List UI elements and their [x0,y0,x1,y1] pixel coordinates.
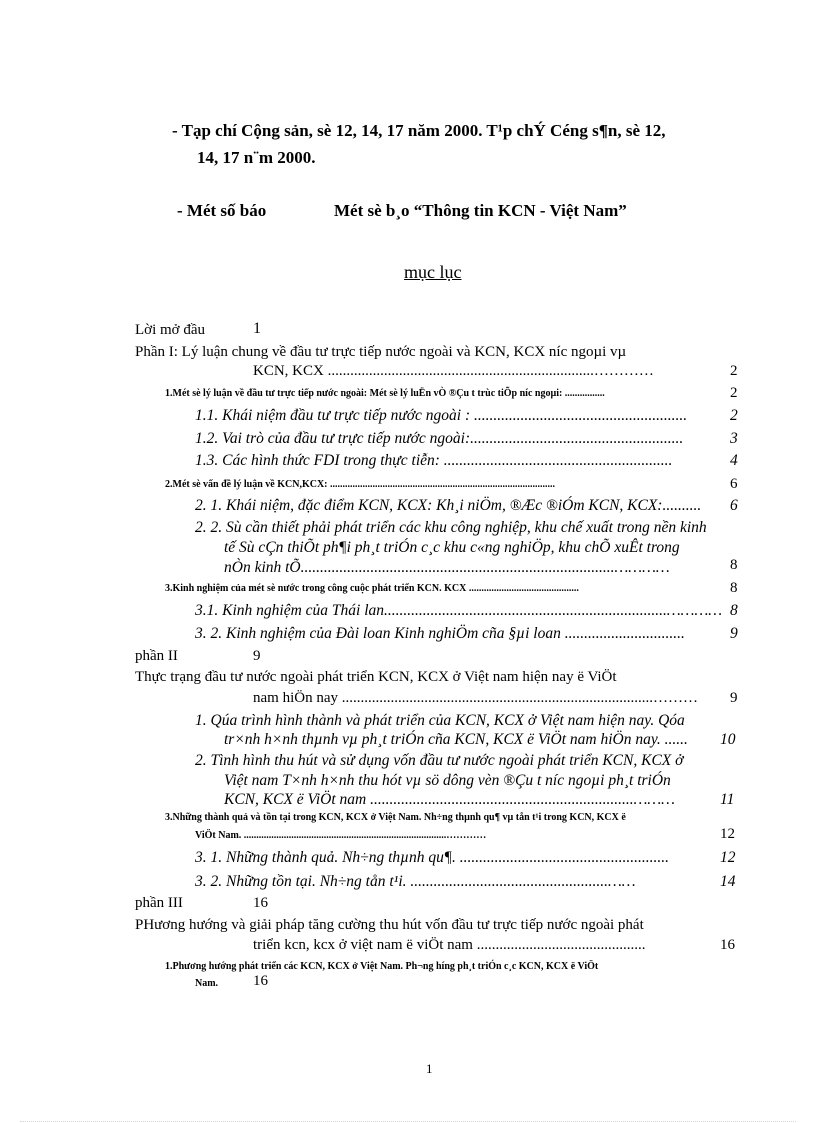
toc-part2-title-line-1: Thực trạng đầu tư nước ngoài phát triển KCN, KCX ở Việt nam hiện nay ë ViÖt [135,669,617,685]
toc-section-2-1: 2. 1. Khái niệm, đặc điểm KCN, KCX: Kh¸i niÖm, ®Æc ®iÓm KCN, KCX:.......... [195,497,702,514]
toc-p2-section-3-2-page: 14 [720,873,736,890]
toc-section-1-1-page: 2 [730,407,738,424]
toc-section-1-2: 1.2. Vai trò của đầu tư trực tiếp nước ngoài:....................................................... [195,430,684,447]
toc-p2-section-2-line-1: 2. Tình hình thu hút và sử dụng vốn đầu tư nước ngoài phát triển KCN, KCX ở [195,752,684,769]
toc-section-2-2-line-1: 2. 2. Sù cần thiết phải phát triển các khu công nghiệp, khu chế xuất trong nền kinh [195,519,707,536]
toc-part1-line-1: Phần I: Lý luận chung về đầu tư trực tiếp nước ngoài và KCN, KCX níc ngoµi vµ [135,344,627,360]
toc-part1-line-2: KCN, KCX .......................................................................………… [253,363,654,379]
page-number: 1 [426,1061,433,1076]
toc-section-3-2: 3. 2. Kinh nghiệm của Đài loan Kinh nghiÖm cña §µi loan ............................... [195,625,685,642]
toc-part3-title-page: 16 [720,937,735,953]
toc-p2-section-3-2: 3. 2. Những tồn tại. Nh÷ng tån t¹i. ...................................................…… [195,873,636,890]
toc-section-2-page: 6 [730,476,738,492]
toc-intro-label: Lời mở đầu [135,322,206,338]
reference-2-left: - Mét số báo [177,201,267,220]
toc-section-2-2-line-2: tế Sù cÇn thiÕt ph¶i ph¸t triÓn c¸c khu c«ng nghiÖp, khu chÕ xuÊt trong [224,539,680,556]
reference-1-line-2: 14, 17 n¨m 2000. [197,148,316,167]
toc-section-1: 1.Mét sè lý luận về đầu tư trực tiếp nước ngoài: Mét sè lý luËn vÒ ®Çu t trùc tiÕp níc ngoµi: ................ [165,388,605,399]
toc-section-3: 3.Kinh nghiệm của mét sè nước trong công cuộc phát triển KCN. KCX ............................................ [165,583,579,594]
toc-p2-section-3-line-1: 3.Những thành quả và tồn tại trong KCN, KCX ở Việt Nam. Nh÷ng thµnh qu¶ vµ tån t¹i trong KCN, KCX ë [165,812,626,823]
toc-p2-section-3-1: 3. 1. Những thành quả. Nh÷ng thµnh qu¶. ...................................................... [195,849,670,866]
toc-part1-page: 2 [730,363,738,379]
toc-p2-section-1-page: 10 [720,731,736,748]
toc-section-1-1: 1.1. Khái niệm đầu tư trực tiếp nước ngoài : ....................................................... [195,407,688,424]
page-bottom-border [20,1121,796,1122]
toc-section-3-2-page: 9 [730,625,738,642]
toc-part2-page: 9 [253,648,261,664]
toc-p3-section-1-line-2: Nam. [195,978,219,989]
toc-part2-title-page: 9 [730,690,738,706]
toc-p3-section-1-line-1: 1.Phương hướng phát triển các KCN, KCX ở Việt Nam. Ph¬ng híng ph¸t triÓn c¸c KCN, KCX ë ViÖt [165,961,599,972]
toc-part2-title-line-2: nam hiÖn nay ...................................................................................……… [253,690,698,706]
toc-section-3-1: 3.1. Kinh nghiệm của Thái lan.........................................................................………… [195,602,723,619]
reference-2-right: Mét sè b¸o “Thông tin KCN - Việt Nam” [334,201,627,220]
toc-section-1-3: 1.3. Các hình thức FDI trong thực tiễn: ........................................................... [195,452,673,469]
toc-p2-section-2-page: 11 [720,791,735,808]
toc-intro-page: 1 [253,320,261,337]
toc-section-3-page: 8 [730,580,738,596]
toc-section-3-1-page: 8 [730,602,738,619]
toc-part3-title-line-1: PHương hướng và giải pháp tăng cường thu hút vốn đầu tư trực tiếp nước ngoài phát [135,917,644,933]
toc-part3-title-line-2: triển kcn, kcx ở việt nam ë viÖt nam ............................................. [253,937,646,953]
toc-part3-page: 16 [253,895,268,911]
toc-p2-section-3-1-page: 12 [720,849,736,866]
toc-p2-section-3-page: 12 [720,826,735,842]
toc-p3-section-1-page: 16 [253,973,268,989]
toc-p2-section-1-line-2: tr×nh h×nh thµnh vµ ph¸t triÓn cña KCN, KCX ë ViÖt nam hiÖn nay. ...... [224,731,688,748]
toc-section-2-2-page: 8 [730,557,738,573]
toc-part3-label: phần III [135,895,183,911]
toc-section-1-3-page: 4 [730,452,738,469]
toc-title: mục lục [404,262,462,282]
toc-p2-section-2-line-3: KCN, KCX ë ViÖt nam ....................................................................……… [224,791,675,808]
toc-section-2-1-page: 6 [730,497,738,514]
toc-p2-section-1-line-1: 1. Qúa trình hình thành và phát triển của KCN, KCX ở Việt nam hiện nay. Qóa [195,712,685,729]
toc-section-2: 2.Mét sè vấn đề lý luận về KCN,KCX: .......................................................................................... [165,479,555,490]
toc-p2-section-3-line-2: ViÖt Nam. .................................................................................………… [195,830,487,841]
toc-section-1-page: 2 [730,385,738,401]
toc-section-2-2-line-3: nÒn kinh tÕ.................................................................................………… [224,559,670,576]
toc-part2-label: phần II [135,648,178,664]
toc-section-1-2-page: 3 [730,430,738,447]
toc-p2-section-2-line-2: Việt nam T×nh h×nh thu hót vµ sö dông vèn ®Çu t níc ngoµi ph¸t triÓn [224,772,671,789]
reference-1-line-1: - Tạp chí Cộng sản, sè 12, 14, 17 năm 2000. T¹p chÝ Céng s¶n, sè 12, [172,121,666,140]
